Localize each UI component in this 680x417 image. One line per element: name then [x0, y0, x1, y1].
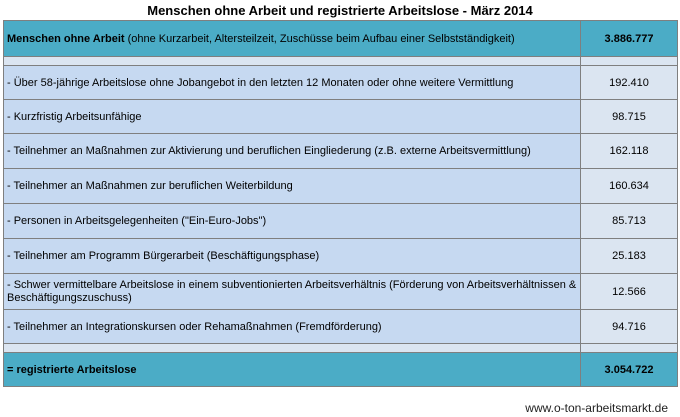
spacer-cell	[4, 57, 581, 66]
row-label: - Schwer vermittelbare Arbeitslose in einem subventionierten Arbeitsverhältnis (Förderung von Arbeitsverhältnissen & Beschäftigungszuschuss)	[4, 274, 581, 310]
table-row	[4, 169, 678, 204]
row-value: 162.118	[581, 134, 678, 169]
spacer-row	[4, 344, 678, 353]
table-title: Menschen ohne Arbeit und registrierte Arbeitslose - März 2014	[147, 3, 533, 18]
table-row	[4, 100, 678, 134]
table-row	[4, 134, 678, 169]
row-label: - Teilnehmer an Maßnahmen zur beruflichen Weiterbildung	[4, 169, 581, 204]
row-label: - Über 58-jährige Arbeitslose ohne Jobangebot in den letzten 12 Monaten oder ohne weitere Vermittlung	[4, 66, 581, 100]
row-label: - Teilnehmer am Programm Bürgerarbeit (Beschäftigungsphase)	[4, 239, 581, 274]
spacer-row	[4, 57, 678, 66]
spacer-cell	[4, 344, 581, 353]
row-label: - Personen in Arbeitsgelegenheiten ("Ein-Euro-Jobs")	[4, 204, 581, 239]
row-value: 12.566	[581, 274, 678, 310]
unemployment-table	[3, 20, 678, 387]
table-row	[4, 239, 678, 274]
total-value: 3.054.722	[581, 353, 678, 387]
table-row	[4, 310, 678, 344]
header-label-rest: (ohne Kurzarbeit, Altersteilzeit, Zuschüsse beim Aufbau einer Selbstständigkeit)	[124, 32, 515, 45]
row-value: 85.713	[581, 204, 678, 239]
spacer-cell	[581, 344, 678, 353]
row-value: 98.715	[581, 100, 678, 134]
source-link[interactable]: www.o-ton-arbeitsmarkt.de	[525, 401, 668, 415]
row-value: 192.410	[581, 66, 678, 100]
table-row	[4, 204, 678, 239]
total-row	[4, 353, 678, 387]
header-row	[4, 21, 678, 57]
header-label-bold: Menschen ohne Arbeit	[7, 32, 125, 45]
row-label: - Kurzfristig Arbeitsunfähige	[4, 100, 581, 134]
row-value: 94.716	[581, 310, 678, 344]
row-value: 25.183	[581, 239, 678, 274]
spacer-cell	[581, 57, 678, 66]
table-row	[4, 66, 678, 100]
header-value: 3.886.777	[581, 21, 678, 57]
header-label	[4, 21, 581, 57]
total-label: = registrierte Arbeitslose	[4, 353, 581, 387]
row-value: 160.634	[581, 169, 678, 204]
row-label: - Teilnehmer an Integrationskursen oder Rehamaßnahmen (Fremdförderung)	[4, 310, 581, 344]
row-label: - Teilnehmer an Maßnahmen zur Aktivierung und beruflichen Eingliederung (z.B. externe Arbeitsvermittlung)	[4, 134, 581, 169]
table-row	[4, 274, 678, 310]
